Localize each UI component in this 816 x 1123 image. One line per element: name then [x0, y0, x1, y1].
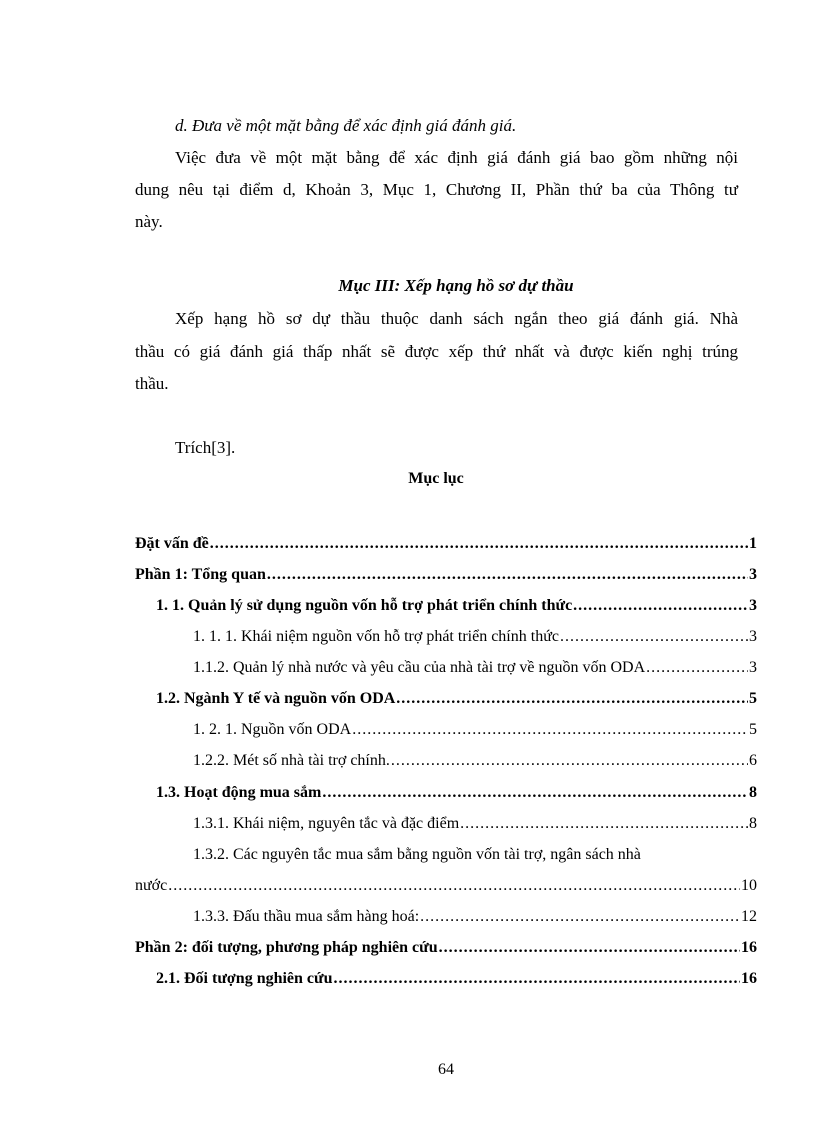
toc-entry-page: 16 [741, 939, 757, 956]
toc-entry-page: 6 [749, 752, 757, 769]
toc-entry-text: 1.3.3. Đấu thầu mua sắm hàng hoá: [193, 908, 420, 925]
toc-leader [439, 939, 740, 957]
toc-entry-text-line-1[interactable]: 1.3.2. Các nguyên tắc mua sắm bằng nguồn vốn tài trợ, ngân sách nhà [193, 846, 641, 863]
toc-entry-page: 8 [749, 815, 757, 832]
toc-entry-page: 8 [749, 784, 757, 801]
toc-entry-text: 1.3.1. Khái niệm, nguyên tắc và đặc điểm [193, 815, 460, 832]
toc-entry[interactable] [156, 597, 757, 615]
section-d-line-2: dung nêu tại điểm d, Khoản 3, Mục 1, Chương II, Phần thứ ba của Thông tư [135, 180, 738, 199]
toc-entry[interactable] [156, 784, 757, 802]
toc-entry-page: 3 [749, 659, 757, 676]
toc-entry-text: 1. 2. 1. Nguồn vốn ODA [193, 721, 352, 738]
toc-entry-page: 12 [741, 908, 757, 925]
toc-entry-text: 2.1. Đối tượng nghiên cứu [156, 970, 333, 987]
toc-leader [352, 721, 748, 739]
toc-entry-page: 5 [749, 721, 757, 738]
section-d-line-1: Việc đưa về một mặt bằng để xác định giá đánh giá bao gồm những nội [175, 148, 738, 167]
toc-entry-page: 1 [749, 535, 757, 552]
section-iii-heading: Mục III: Xếp hạng hồ sơ dự thầu [338, 276, 574, 295]
section-d-heading: d. Đưa về một mặt bằng để xác định giá đánh giá. [175, 116, 517, 135]
toc-entry[interactable] [135, 535, 757, 553]
toc-leader [210, 535, 748, 553]
section-d-line-3: này. [135, 212, 163, 231]
toc-entry[interactable] [135, 566, 757, 584]
toc-entry-page: 16 [741, 970, 757, 987]
section-iii-line-2: thầu có giá đánh giá thấp nhất sẽ được xếp thứ nhất và được kiến nghị trúng [135, 342, 738, 361]
toc-entry-page: 5 [749, 690, 757, 707]
toc-leader [168, 877, 740, 895]
toc-leader [396, 690, 748, 708]
toc-entry-text: Phần 1: Tổng quan [135, 566, 266, 583]
toc-entry-text-line-2: nước [135, 877, 168, 894]
toc-entry-text: Đặt vấn đề [135, 535, 209, 552]
toc-leader [573, 597, 748, 615]
toc-entry[interactable] [135, 939, 757, 957]
toc-leader [391, 752, 748, 770]
section-iii-line-3: thầu. [135, 374, 169, 393]
toc-entry-text: 1.3. Hoạt động mua sắm [156, 784, 322, 801]
toc-entry-text: Phần 2: đối tượng, phương pháp nghiên cứu [135, 939, 438, 956]
toc-entry[interactable] [193, 721, 757, 739]
toc-leader [646, 659, 748, 677]
toc-leader [334, 970, 740, 988]
toc-leader [322, 784, 748, 802]
toc-title: Mục lục [408, 470, 464, 487]
toc-entry-text: 1. 1. Quản lý sử dụng nguồn vốn hỗ trợ phát triển chính thức [156, 597, 573, 614]
toc-entry[interactable] [193, 752, 757, 770]
toc-entry[interactable] [156, 690, 757, 708]
toc-entry[interactable] [193, 815, 757, 833]
toc-entry[interactable] [135, 877, 757, 895]
toc-entry-text: 1.1.2. Quản lý nhà nước và yêu cầu của nhà tài trợ về nguồn vốn ODA [193, 659, 646, 676]
toc-entry[interactable] [193, 659, 757, 677]
toc-entry-text: 1.2.2. Mét số nhà tài trợ chính. [193, 752, 390, 769]
toc-entry-text: 1.2. Ngành Y tế và nguồn vốn ODA [156, 690, 396, 707]
toc-entry[interactable] [193, 628, 757, 646]
toc-leader [267, 566, 748, 584]
toc-entry-page: 3 [749, 628, 757, 645]
toc-entry-page: 3 [749, 566, 757, 583]
toc-leader [460, 815, 748, 833]
toc-entry-page: 10 [741, 877, 757, 894]
toc-leader [420, 908, 740, 926]
toc-entry[interactable] [156, 970, 757, 988]
section-iii-line-1: Xếp hạng hồ sơ dự thầu thuộc danh sách ngắn theo giá đánh giá. Nhà [175, 309, 738, 328]
toc-entry-page: 3 [749, 597, 757, 614]
citation: Trích[3]. [175, 438, 236, 457]
toc-entry-text: 1. 1. 1. Khái niệm nguồn vốn hỗ trợ phát triển chính thức [193, 628, 559, 645]
toc-leader [560, 628, 748, 646]
page-number: 64 [438, 1061, 454, 1078]
toc-entry[interactable] [193, 908, 757, 926]
